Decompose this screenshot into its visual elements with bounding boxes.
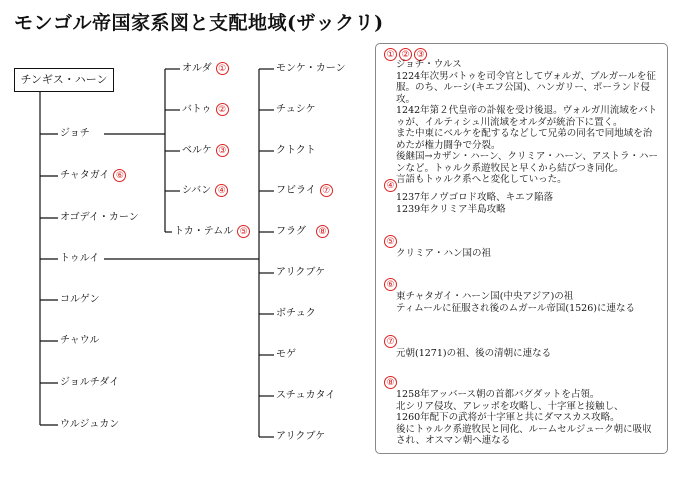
jochi-son-node xyxy=(172,225,252,239)
note-number-marker: ④ xyxy=(215,184,228,197)
note-text: クリミア・ハン国の祖 xyxy=(396,248,492,259)
tolui-son-label: アリクブケ xyxy=(276,267,326,278)
jochi-son-node xyxy=(180,184,230,198)
son-node xyxy=(58,169,128,183)
notes-panel xyxy=(375,43,668,454)
jochi-son-label: トカ・テムル xyxy=(174,226,234,237)
tolui-son-label: アリクブケ xyxy=(276,431,326,442)
tolui-son-node xyxy=(274,348,298,362)
tolui-son-node xyxy=(274,307,318,321)
note-number-marker: ⑧ xyxy=(384,376,397,389)
son-label: トゥルイ xyxy=(60,253,100,264)
note-text: 元朝(1271)の祖、後の清朝に連なる xyxy=(396,348,552,359)
tolui-son-label: モンケ・カーン xyxy=(276,63,346,74)
note-number-marker: ⑥ xyxy=(384,278,397,291)
son-label: オゴデイ・カーン xyxy=(60,212,139,223)
tolui-son-label: モゲ xyxy=(276,349,296,360)
jochi-son-label: バトゥ xyxy=(182,104,212,115)
tolui-son-node xyxy=(274,430,327,444)
jochi-son-node xyxy=(180,144,231,158)
note-numbers xyxy=(384,375,661,389)
root-node-genghis: チンギス・ハーン xyxy=(14,68,114,92)
note-number-marker: ⑥ xyxy=(113,169,126,182)
jochi-son-label: オルダ xyxy=(182,63,212,74)
note-text: 東チャタガイ・ハーン国(中央アジア)の祖 ティムールに征服され後のムガール帝国(1526)に連なる xyxy=(396,291,635,314)
son-label: ジョルチダイ xyxy=(60,377,120,388)
note-block xyxy=(384,234,661,260)
note-block xyxy=(384,375,661,447)
son-node xyxy=(58,293,102,307)
note-number-marker: ② xyxy=(399,48,412,61)
tolui-son-label: フビライ xyxy=(276,185,316,196)
son-label: チャウル xyxy=(60,335,100,346)
note-numbers xyxy=(384,277,661,291)
son-label: チャタガイ xyxy=(60,170,110,181)
page-title: モンゴル帝国家系図と支配地域(ザックリ) xyxy=(14,12,384,34)
son-node xyxy=(58,334,101,348)
note-text: 1237年ノヴゴロド攻略、キエフ陥落 1239年クリミア半島攻略 xyxy=(396,192,554,215)
note-number-marker: ⑤ xyxy=(237,225,250,238)
note-number-marker: ④ xyxy=(384,179,397,192)
tolui-son-label: ボチュク xyxy=(276,308,316,319)
jochi-son-node xyxy=(180,62,231,76)
tolui-son-label: チュシケ xyxy=(276,104,316,115)
tolui-son-node xyxy=(274,62,348,76)
son-label: ウルジュカン xyxy=(60,419,120,430)
tolui-son-node xyxy=(274,266,327,280)
tolui-son-label: スチュカタイ xyxy=(276,390,336,401)
note-number-marker: ② xyxy=(216,103,229,116)
son-node xyxy=(58,127,92,141)
son-label: ジョチ xyxy=(60,128,90,139)
note-number-marker: ① xyxy=(216,62,229,75)
note-numbers xyxy=(384,334,661,348)
note-number-marker: ⑤ xyxy=(384,235,397,248)
note-number-marker: ⑦ xyxy=(384,335,397,348)
son-label: コルゲン xyxy=(60,294,100,305)
tolui-son-label: フラグ xyxy=(276,226,306,237)
tolui-son-node xyxy=(274,103,318,117)
tolui-son-node xyxy=(274,225,331,239)
tolui-son-label: クトクト xyxy=(276,145,316,156)
note-block xyxy=(384,178,661,215)
tolui-son-node xyxy=(274,144,318,158)
note-block xyxy=(384,277,661,314)
tolui-son-node xyxy=(274,184,335,198)
note-number-marker: ⑧ xyxy=(316,225,329,238)
note-numbers xyxy=(384,234,661,248)
note-text: 1258年アッバース朝の首都バグダットを占領。 北シリア侵攻、アレッポを攻略し、十字軍と接触し、 1260年配下の武将が十字軍と共にダマスカス攻略。 後にトゥルク系遊牧民と同化、ルームセルジューク朝に吸収され、オスマン朝へ連なる xyxy=(396,389,652,446)
son-node xyxy=(58,211,141,225)
note-number-marker: ⑦ xyxy=(320,184,333,197)
note-number-marker: ③ xyxy=(216,144,229,157)
note-number-marker: ③ xyxy=(414,48,427,61)
jochi-son-node xyxy=(180,103,231,117)
jochi-son-label: ベルケ xyxy=(182,145,212,156)
son-node xyxy=(58,252,101,266)
son-node xyxy=(58,376,121,390)
note-numbers xyxy=(384,178,661,192)
note-text: ジョチ・ウルス 1224年次男バトゥを司令官としてヴォルガ、ブルガールを征服。のち、ルーシ(キエフ公国)、ハンガリー、ポーランド侵攻。 1242年第２代皇帝の訃報を受け後退。ヴォルガ川流域をバトゥが、イルティシュ川流域をオルダが統治下に置く。 また中東にベルケを配するなどして兄弟の同名で同地域を治めたが権力闘争で分裂。 後継国→カザン・ハーン、クリミア・ハーン、アストラ・ハーンなど。トゥルク系遊牧民と早くから結びつき同化。 言語もトゥルク系へと変化していった。 xyxy=(396,59,658,185)
jochi-son-label: シバン xyxy=(182,185,212,196)
tolui-son-node xyxy=(274,389,337,403)
note-number-marker: ① xyxy=(384,48,397,61)
note-block xyxy=(384,47,661,186)
son-node xyxy=(58,418,121,432)
note-block xyxy=(384,334,661,360)
